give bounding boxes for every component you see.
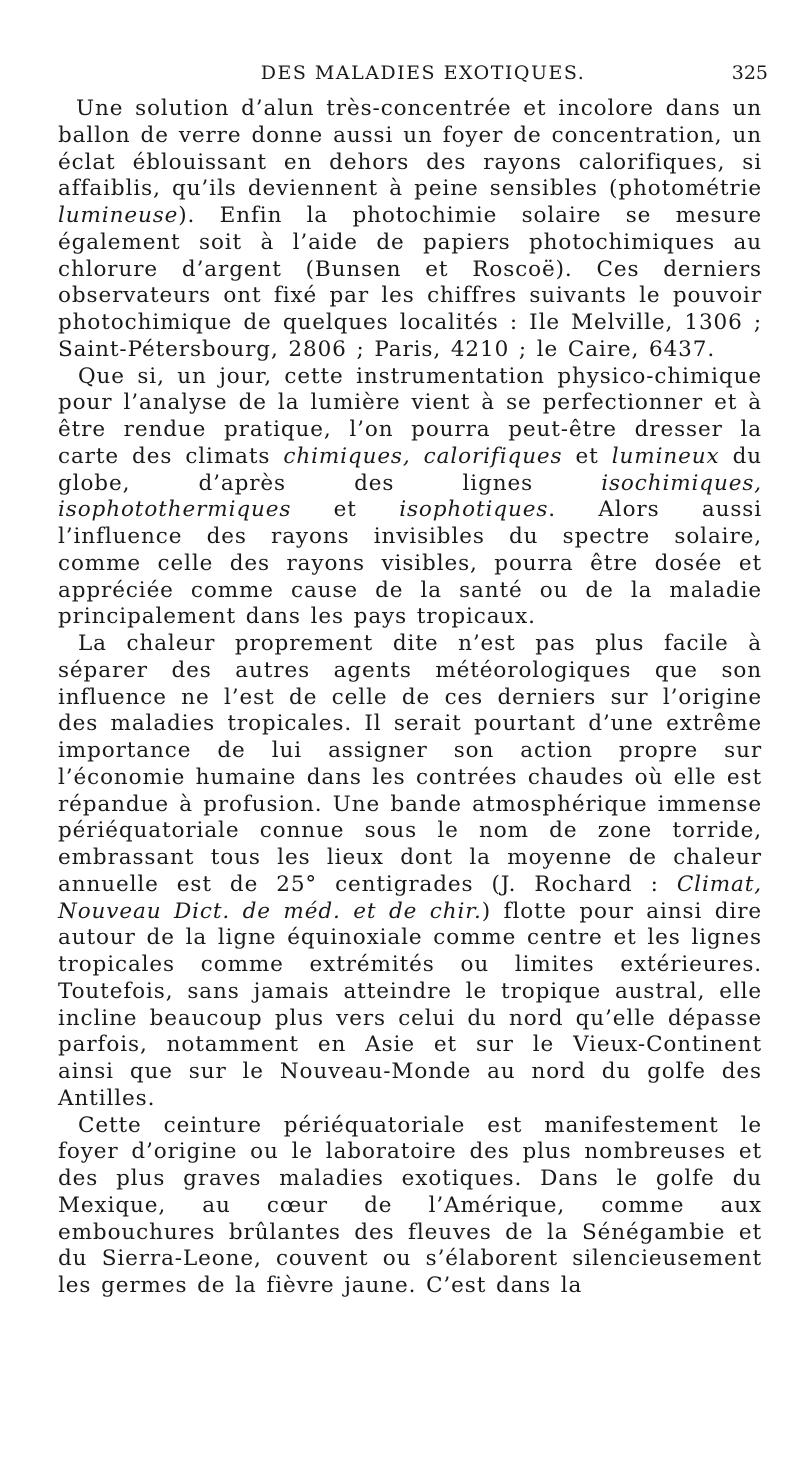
paragraph-2 [58,364,762,632]
text-segment: Une solution d’alun très-concentrée et incolore dans un ballon de verre donne aussi un foyer de concentration, un éclat éblouissant en dehors des rayons calorifiques, si affaiblis, qu’ils deviennent à peine sensibles (photométrie [58,96,762,202]
italic-text: chimiques, calorifiques [283,443,563,469]
paragraph-1 [58,96,762,364]
text-segment: et [291,497,400,523]
text-segment: . Alors aussi l’influence des rayons invisibles du spectre solaire, comme celle des rayons visibles, pourra être dosée et appréciée comme cause de la santé ou de la maladie principalement dans les pays tropicaux. [58,497,762,630]
italic-text: lumineux [611,443,720,469]
text-segment: et [562,443,612,469]
italic-text: isochimiques, isophotothermiques [58,470,762,523]
text-segment: ). Enfin la photochimie solaire se mesure également soit à l’aide de papiers photochimiques au chlorure d’argent (Bunsen et Roscoë). Ces derniers observateurs ont fixé par les chiffres suivants le pouvoir photochimique de quelques localités : Ile Melville, 1306 ; Saint-Pétersbourg, 2806 ; Paris, 4210 ; le Caire, 6437. [58,203,762,362]
page-number: 325 [731,62,768,84]
text-segment: du globe, d’après des lignes [58,443,762,496]
italic-text: isophotiques [399,497,549,523]
running-title: DES MALADIES EXOTIQUES. [260,62,586,84]
text-segment: Cette ceinture périéquatoriale est manifestement le foyer d’origine ou le laboratoire des plus nombreuses et des plus graves maladies exotiques. Dans le golfe du Mexique, au cœur de l’Amérique, comme aux embouchures brûlantes des fleuves de la Sénégambie et du Sierra-Leone, couvent ou s’élaborent silencieusement les germes de la fièvre jaune. C’est dans la [58,1112,762,1298]
paragraph-3 [58,631,762,1113]
body-text [58,96,762,1300]
text-segment: ) flotte pour ainsi dire autour de la ligne équinoxiale comme centre et les lignes tropicales comme extrémités ou limites extérieures. Toutefois, sans jamais atteindre le tropique austral, elle incline beaucoup plus vers celui du nord qu’elle dépasse parfois, notamment en Asie et sur le Vieux-Continent ainsi que sur le Nouveau-Monde au nord du golfe des Antilles. [58,898,762,1111]
text-segment: La chaleur proprement dite n’est pas plus facile à séparer des autres agents météorologiques que son influence ne l’est de celle de ces derniers sur l’origine des maladies tropicales. Il serait pourtant d’une extrême importance de lui assigner son action propre sur l’économie humaine dans les contrées chaudes où elle est répandue à profusion. Une bande atmosphérique immense périéquatoriale connue sous le nom de zone torride, embrassant tous les lieux dont la moyenne de chaleur annuelle est de 25° centigrades (J. Rochard : [58,631,762,897]
page-header [78,60,768,86]
italic-text: lumineuse [58,203,179,228]
text-segment: Que si, un jour, cette instrumentation physico-chimique pour l’analyse de la lumière vient à se perfectionner et à être rendue pratique, l’on pourra peut-être dresser la carte des climats [58,363,762,469]
paragraph-4 [58,1113,762,1300]
italic-text: Climat, Nouveau Dict. de méd. et de chir. [58,871,762,924]
